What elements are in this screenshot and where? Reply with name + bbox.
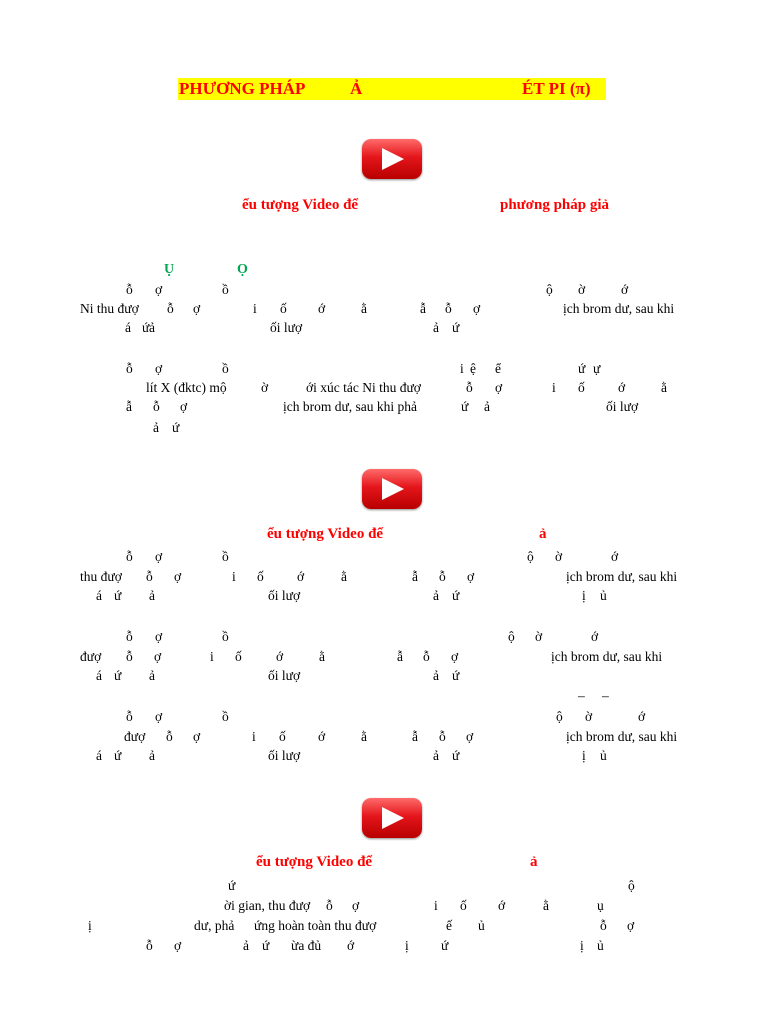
text-fragment: ới xúc tác Ni thu đượ [306,380,421,395]
text-fragment: ẫ [420,301,426,316]
text-fragment: i [253,301,257,316]
video-caption-2b: ả [539,526,547,542]
text-fragment: ợ [466,729,474,744]
text-fragment: ợ [451,649,459,664]
text-fragment: ồ [222,629,229,644]
text-fragment: ả [433,668,439,683]
text-fragment: ịch brom dư, sau khi [551,649,663,664]
text-fragment: ứ [114,748,122,763]
text-fragment: ỗ [126,709,133,724]
text-fragment: ứng hoàn toàn thu đượ [254,918,377,933]
text-fragment: á [125,320,131,335]
text-fragment: ợ [495,380,503,395]
dash-mark: – [578,688,585,703]
text-fragment: ứ [228,878,236,893]
text-fragment: ớ [638,709,646,724]
text-fragment: á [96,668,102,683]
text-fragment: ịch brom dư, sau khi [566,569,678,584]
text-fragment: ỗ [126,629,133,644]
text-fragment: ứ [461,399,469,414]
text-fragment: ớ [318,301,326,316]
text-fragment: ợ [155,629,163,644]
text-fragment: ị [582,588,586,603]
text-fragment: ả [149,748,155,763]
text-fragment: ợ [180,399,188,414]
text-fragment: ờ [585,709,593,724]
text-fragment: ỗ [600,918,607,933]
text-fragment: ớ [276,649,284,664]
text-fragment: ự [593,361,601,376]
text-fragment: ớ [498,898,506,913]
video-caption-1b: phương pháp giả [500,197,610,213]
video-caption-3b: ả [530,854,538,870]
title-part-2: Ả [350,79,363,98]
text-fragment: ố [578,380,585,395]
text-fragment: ứ [578,361,586,376]
text-fragment: đượ [124,729,146,744]
text-fragment: ớ [621,282,629,297]
text-fragment: ằ [341,569,347,584]
text-fragment: ờ [578,282,586,297]
text-fragment: đượ [80,649,102,664]
text-fragment: ớ [347,938,355,953]
text-fragment: ịch brom dư, sau khi phả [283,399,418,414]
text-fragment: ừa đủ [291,938,322,953]
text-fragment: ố [460,898,467,913]
text-fragment: ợ [155,549,163,564]
text-fragment: ợ [352,898,360,913]
text-fragment: ịch brom dư, sau khi [566,729,678,744]
text-fragment: Ni thu đượ [80,301,139,316]
video-caption-3a: ểu tượng Video để [256,854,373,870]
text-fragment: ỗ [423,649,430,664]
text-fragment: ỗ [153,399,160,414]
text-fragment: ẫ [412,729,418,744]
text-fragment: ả [149,320,155,335]
text-fragment: ỗ [466,380,473,395]
section-header-b: Ọ [237,262,248,277]
text-fragment: ỗ [326,898,333,913]
text-fragment: ằ [661,380,667,395]
text-fragment: ợ [155,361,163,376]
text-fragment: ị [582,748,586,763]
text-fragment: i [460,361,464,376]
text-fragment: ỗ [126,549,133,564]
text-fragment: ỗ [439,729,446,744]
text-fragment: ộ [628,878,635,893]
text-fragment: thu đượ [80,569,122,584]
text-fragment: ộ [556,709,563,724]
text-fragment: ợ [627,918,635,933]
text-fragment: ằ [361,729,367,744]
text-fragment: á [96,748,102,763]
text-fragment: ối lượ [268,748,301,763]
dash-mark: – [602,688,609,703]
text-fragment: ả [243,938,249,953]
text-fragment: i [252,729,256,744]
text-fragment: ỗ [146,569,153,584]
text-fragment: ẫ [126,399,132,414]
text-fragment: ị [580,938,584,953]
text-fragment: ị [88,918,92,933]
text-fragment: ỗ [167,301,174,316]
text-fragment: ả [153,420,159,435]
text-fragment: ợ [193,729,201,744]
text-fragment: ỗ [445,301,452,316]
text-fragment: ứ [114,668,122,683]
text-fragment: ủ [597,938,604,953]
text-fragment: ỗ [146,938,153,953]
text-fragment: ỗ [166,729,173,744]
text-fragment: ồ [222,361,229,376]
text-fragment: ứ [452,748,460,763]
text-fragment: ợ [467,569,475,584]
text-fragment: ỗ [439,569,446,584]
text-fragment: ả [433,320,439,335]
text-fragment: ả [433,588,439,603]
youtube-play-icon[interactable] [362,798,422,838]
text-fragment: ằ [361,301,367,316]
text-fragment: ứ [142,320,150,335]
text-fragment: ố [257,569,264,584]
text-fragment: ớ [618,380,626,395]
text-fragment: ứ [452,588,460,603]
text-fragment: ụ [597,898,604,913]
text-fragment: ợ [473,301,481,316]
text-fragment: ứ [452,668,460,683]
video-caption-1a: ểu tượng Video để [242,197,359,213]
text-fragment: ứ [262,938,270,953]
text-fragment: ệ [470,361,476,376]
text-fragment: ỗ [126,649,133,664]
text-fragment: ố [279,729,286,744]
text-fragment: ối lượ [268,668,301,683]
text-fragment: ời gian, thu đượ [224,898,311,913]
section-header-a: Ụ [164,262,175,277]
text-fragment: ợ [174,938,182,953]
text-fragment: ả [149,588,155,603]
text-fragment: ẫ [397,649,403,664]
text-fragment: ối lượ [606,399,639,414]
text-fragment: ằ [543,898,549,913]
title-part-3: ÉT PI (π) [522,79,591,98]
text-fragment: ộ [527,549,534,564]
text-fragment: ỗ [126,361,133,376]
text-fragment: ẫ [412,569,418,584]
text-fragment: ộ [508,629,515,644]
text-fragment: ộ [546,282,553,297]
text-fragment: ớ [318,729,326,744]
text-fragment: ờ [261,380,269,395]
text-fragment: ỗ [126,282,133,297]
text-fragment: i [232,569,236,584]
text-fragment: ủ [478,918,485,933]
video-caption-2a: ểu tượng Video để [267,526,384,542]
text-fragment: ợ [154,649,162,664]
text-fragment: ớ [611,549,619,564]
text-fragment: ể [495,361,501,376]
text-fragment: ả [149,668,155,683]
youtube-play-icon[interactable] [362,469,422,509]
text-fragment: ứ [114,588,122,603]
text-fragment: ợ [174,569,182,584]
page-title [178,78,606,100]
text-fragment: ứ [441,938,449,953]
text-fragment: ối lượ [270,320,303,335]
text-fragment: ố [235,649,242,664]
text-fragment: ịch brom dư, sau khi [563,301,675,316]
text-fragment: ợ [193,301,201,316]
text-fragment: ị [405,938,409,953]
text-fragment: dư, phả [194,918,235,933]
text-fragment: ồ [222,549,229,564]
text-fragment: ồ [222,282,229,297]
text-fragment: ế [446,918,452,933]
text-fragment: ủ [600,588,607,603]
text-fragment: ả [433,748,439,763]
text-fragment: lít X (đktc) mộ [146,380,227,395]
youtube-play-icon[interactable] [362,139,422,179]
text-fragment: i [434,898,438,913]
text-fragment: ớ [591,629,599,644]
text-fragment: ả [484,399,490,414]
text-fragment: ờ [535,629,543,644]
text-fragment: ủ [600,748,607,763]
text-fragment: ứ [452,320,460,335]
text-fragment: ợ [155,282,163,297]
text-fragment: i [210,649,214,664]
text-fragment: ớ [297,569,305,584]
text-fragment: ằ [319,649,325,664]
text-fragment: i [552,380,556,395]
text-fragment: ối lượ [268,588,301,603]
text-fragment: ồ [222,709,229,724]
text-fragment: ố [280,301,287,316]
title-part-1: PHƯƠNG PHÁP [179,79,306,98]
text-fragment: ợ [155,709,163,724]
text-fragment: ờ [555,549,563,564]
text-fragment: á [96,588,102,603]
text-fragment: ứ [172,420,180,435]
